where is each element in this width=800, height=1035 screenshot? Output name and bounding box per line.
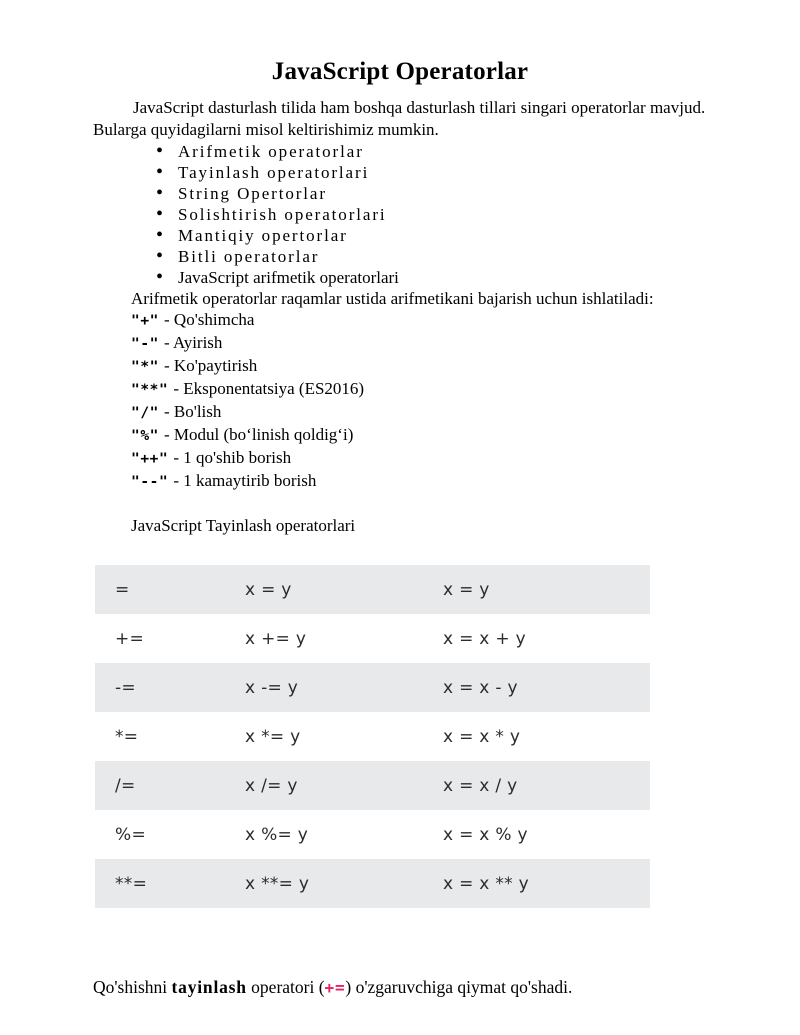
footer-mid: operatori ( (246, 977, 325, 997)
operator-code: "+" (131, 313, 159, 329)
operator-definition (131, 447, 707, 470)
operator-code: "-" (131, 336, 159, 352)
footer-bold-term: tayinlash (171, 977, 247, 997)
list-item-tayinlash: • Tayinlash operatorlari (178, 162, 707, 183)
operator-definition (131, 401, 707, 424)
cell-example: x += y (245, 628, 307, 649)
table-row (95, 663, 650, 712)
operator-code: "/" (131, 405, 159, 421)
operator-description: - Bo'lish (164, 402, 222, 421)
cell-same-as: x = x % y (443, 824, 528, 845)
cell-example: x %= y (245, 824, 309, 845)
cell-example: x *= y (245, 726, 301, 747)
list-item-arifmetik: • Arifmetik operatorlar (178, 141, 707, 162)
footer-suffix: ) o'zgaruvchiga qiymat qo'shadi. (345, 977, 573, 997)
cell-operator: -= (115, 677, 136, 698)
cell-example: x **= y (245, 873, 310, 894)
list-item-string: • String Opertorlar (178, 183, 707, 204)
intro-paragraph: JavaScript dasturlash tilida ham boshqa dasturlash tillari singari operatorlar mavjud. Bularga quyidagilarni misol keltirishimiz mumkin. (93, 98, 706, 139)
cell-same-as: x = x / y (443, 775, 518, 796)
footer-prefix: Qo'shishni (93, 977, 172, 997)
page-title: JavaScript Operatorlar (271, 58, 529, 85)
arithmetic-intro: Arifmetik operatorlar raqamlar ustida arifmetikani bajarish uchun ishlatiladi: (131, 289, 654, 308)
cell-same-as: x = y (443, 579, 490, 600)
table-row (95, 614, 650, 663)
table-row (95, 810, 650, 859)
operator-code: "*" (131, 359, 159, 375)
operator-description: - Modul (bo‘linish qoldig‘i) (164, 425, 354, 444)
cell-operator: += (115, 628, 145, 649)
cell-operator: = (115, 579, 130, 600)
operator-definition (131, 332, 707, 355)
cell-same-as: x = x ** y (443, 873, 530, 894)
cell-example: x = y (245, 579, 292, 600)
cell-same-as: x = x + y (443, 628, 526, 649)
cell-same-as: x = x - y (443, 677, 518, 698)
cell-example: x -= y (245, 677, 299, 698)
assignment-operators-table (95, 565, 650, 908)
operator-code: "**" (131, 382, 169, 398)
operator-code: "%" (131, 428, 159, 444)
table-row (95, 712, 650, 761)
list-item-js-arifmetik: • JavaScript arifmetik operatorlari (178, 267, 707, 288)
table-row (95, 859, 650, 908)
list-item-bitli: • Bitli operatorlar (178, 246, 707, 267)
operator-definition (131, 309, 707, 332)
operator-description: - Qo'shimcha (164, 310, 255, 329)
cell-operator: **= (115, 873, 148, 894)
list-item-solishtirish: • Solishtirish operatorlari (178, 204, 707, 225)
cell-same-as: x = x * y (443, 726, 521, 747)
operator-types-list (93, 141, 707, 288)
operator-description: - Eksponentatsiya (ES2016) (173, 379, 365, 398)
operator-definition (131, 355, 707, 378)
cell-example: x /= y (245, 775, 298, 796)
arithmetic-section (131, 288, 707, 536)
table-row (95, 565, 650, 614)
cell-operator: %= (115, 824, 146, 845)
cell-operator: /= (115, 775, 136, 796)
operator-description: - 1 kamaytirib borish (173, 471, 317, 490)
operator-description: - 1 qo'shib borish (173, 448, 292, 467)
cell-operator: *= (115, 726, 139, 747)
operator-description: - Ko'paytirish (164, 356, 258, 375)
operator-definition (131, 470, 707, 493)
operator-code: "--" (131, 474, 169, 490)
table-row (95, 761, 650, 810)
operator-definition (131, 424, 707, 447)
operator-description: - Ayirish (164, 333, 223, 352)
footer-note (93, 976, 707, 999)
list-item-mantiqiy: • Mantiqiy opertorlar (178, 225, 707, 246)
operator-definition (131, 378, 707, 401)
operator-code: "++" (131, 451, 169, 467)
footer-operator-code: += (324, 978, 346, 997)
assignment-heading: JavaScript Tayinlash operatorlari (131, 516, 356, 535)
